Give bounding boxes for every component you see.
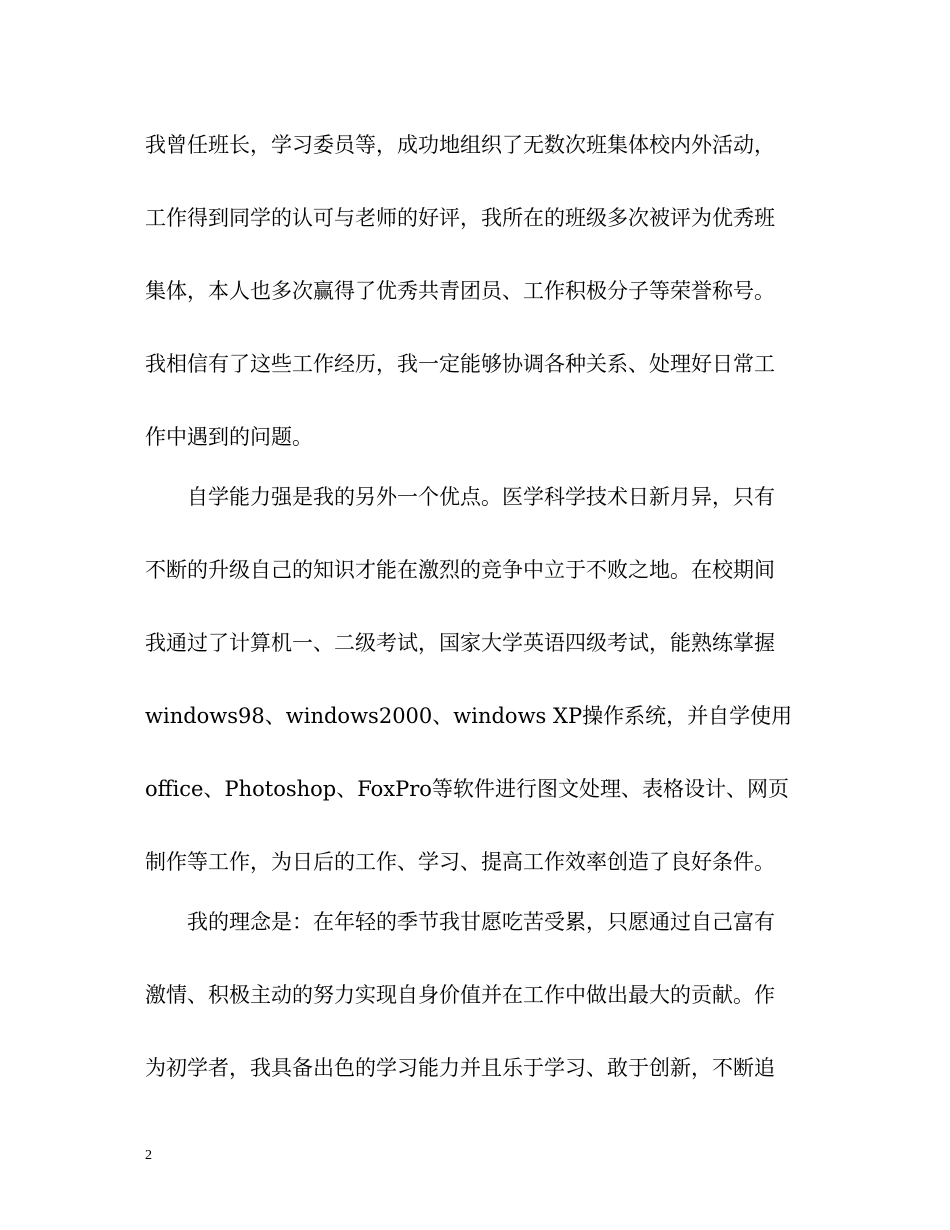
text-line-14: 为初学者，我具备出色的学习能力并且乐于学习、敢于创新，不断追 — [145, 1056, 775, 1080]
text-line-1: 我曾任班长，学习委员等，成功地组织了无数次班集体校内外活动， — [145, 133, 775, 157]
text-line-9: windows98、windows2000、windows XP操作系统，并自学使用 — [145, 704, 793, 728]
text-line-7: 不断的升级自己的知识才能在激烈的竞争中立于不败之地。在校期间 — [145, 558, 775, 582]
text-line-6-paragraph-start: 自学能力强是我的另外一个优点。医学科学技术日新月异，只有 — [187, 485, 775, 509]
text-line-11: 制作等工作，为日后的工作、学习、提高工作效率创造了良好条件。 — [145, 850, 775, 874]
text-line-2: 工作得到同学的认可与老师的好评，我所在的班级多次被评为优秀班 — [145, 206, 775, 230]
text-line-12-paragraph-start: 我的理念是：在年轻的季节我甘愿吃苦受累，只愿通过自己富有 — [187, 910, 775, 934]
text-line-13: 激情、积极主动的努力实现自身价值并在工作中做出最大的贡献。作 — [145, 983, 775, 1007]
text-line-5: 作中遇到的问题。 — [145, 425, 313, 449]
page-number: 2 — [145, 1148, 152, 1163]
text-line-3: 集体，本人也多次赢得了优秀共青团员、工作积极分子等荣誉称号。 — [145, 279, 775, 303]
text-line-10: office、Photoshop、FoxPro等软件进行图文处理、表格设计、网页 — [145, 777, 789, 801]
text-line-8: 我通过了计算机一、二级考试，国家大学英语四级考试，能熟练掌握 — [145, 631, 775, 655]
text-line-4: 我相信有了这些工作经历，我一定能够协调各种关系、处理好日常工 — [145, 352, 775, 376]
